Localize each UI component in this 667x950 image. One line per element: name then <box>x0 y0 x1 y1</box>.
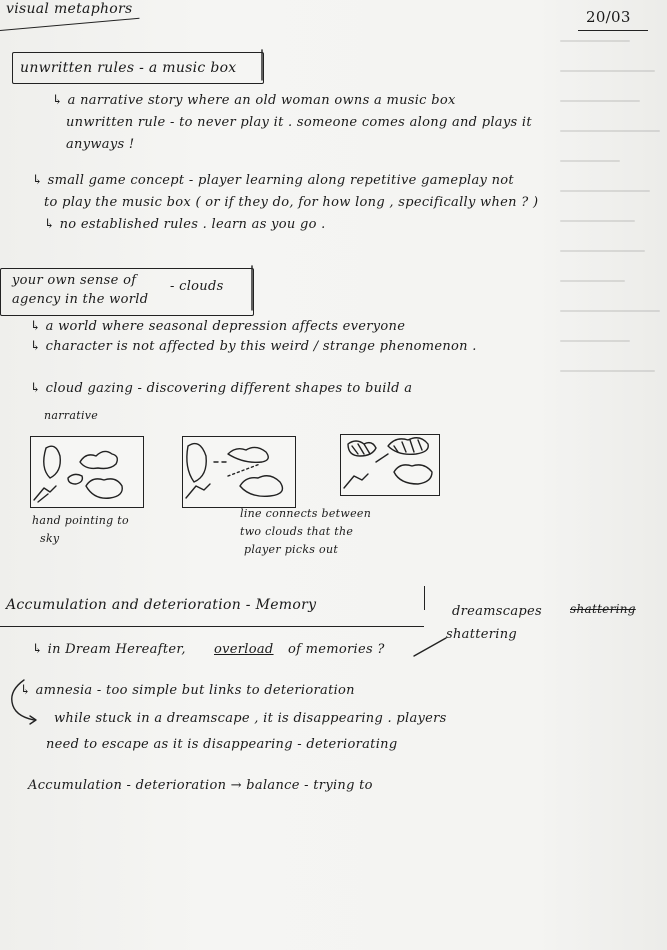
section-3-line-1-underlined: overload <box>214 642 274 657</box>
section-3-line-1-suffix: of memories ? <box>288 642 385 657</box>
page-title: visual metaphors <box>6 1 133 17</box>
section-3-stuck-line-1: while stuck in a dreamscape , it is disappearing . players <box>54 711 447 726</box>
section-3-heading-end-bar <box>424 586 425 610</box>
section-1-line-3: anyways ! <box>66 137 135 152</box>
sketch-line-connects <box>182 436 296 508</box>
section-2-heading-line-1: your own sense of <box>12 273 137 288</box>
section-1-concept-2: to play the music box ( or if they do, for how long , specifically when ? ) <box>44 195 539 210</box>
sketch-2-caption-line-3: player picks out <box>244 543 339 556</box>
section-2-line-3: ↳ cloud gazing - discovering different shapes to build a <box>30 381 413 396</box>
sketch-2-caption-line-1: line connects between <box>240 507 372 520</box>
sketch-hand-pointing <box>30 436 144 508</box>
side-note-shattering: shattering <box>446 627 518 642</box>
section-1-concept-1: ↳ small game concept - player learning along repetitive gameplay not <box>32 173 514 188</box>
section-1-heading: unwritten rules - a music box <box>20 60 237 76</box>
sketch-clouds-picked <box>340 434 440 496</box>
section-1-concept-3: ↳ no established rules . learn as you go . <box>44 217 326 232</box>
sketch-2-caption-line-2: two clouds that the <box>240 525 354 538</box>
sketch-1-caption-line-2: sky <box>40 532 60 545</box>
section-3-amnesia: ↳ amnesia - too simple but links to deterioration <box>20 683 355 698</box>
section-3-heading: Accumulation and deterioration - Memory <box>6 597 317 613</box>
section-3-final-line: Accumulation - deterioration → balance - trying to <box>28 778 373 793</box>
section-2-line-2: ↳ character is not affected by this weird / strange phenomenon . <box>30 339 477 354</box>
side-note-dreamscapes: dreamscapes <box>452 604 542 619</box>
sketch-1-caption-line-1: hand pointing to <box>32 514 129 527</box>
side-note-struck-word: shattering <box>570 602 636 616</box>
section-2-heading-right: - clouds <box>170 279 224 294</box>
section-3-heading-underline <box>0 626 424 627</box>
section-2-line-1: ↳ a world where seasonal depression affects everyone <box>30 319 406 334</box>
section-2-line-4: narrative <box>44 409 99 422</box>
section-3-stuck-line-2: need to escape as it is disappearing - deteriorating <box>46 737 398 752</box>
bleed-through-lines <box>560 40 667 640</box>
section-3-line-1-prefix: ↳ in Dream Hereafter, <box>32 642 186 657</box>
section-1-line-2: unwritten rule - to never play it . someone comes along and plays it <box>66 115 532 130</box>
date-underline <box>578 30 648 31</box>
page-date: 20/03 <box>586 8 631 26</box>
title-underline <box>0 18 140 32</box>
section-1-line-1: ↳ a narrative story where an old woman owns a music box <box>52 93 456 108</box>
section-2-heading-line-2: agency in the world <box>12 292 149 307</box>
